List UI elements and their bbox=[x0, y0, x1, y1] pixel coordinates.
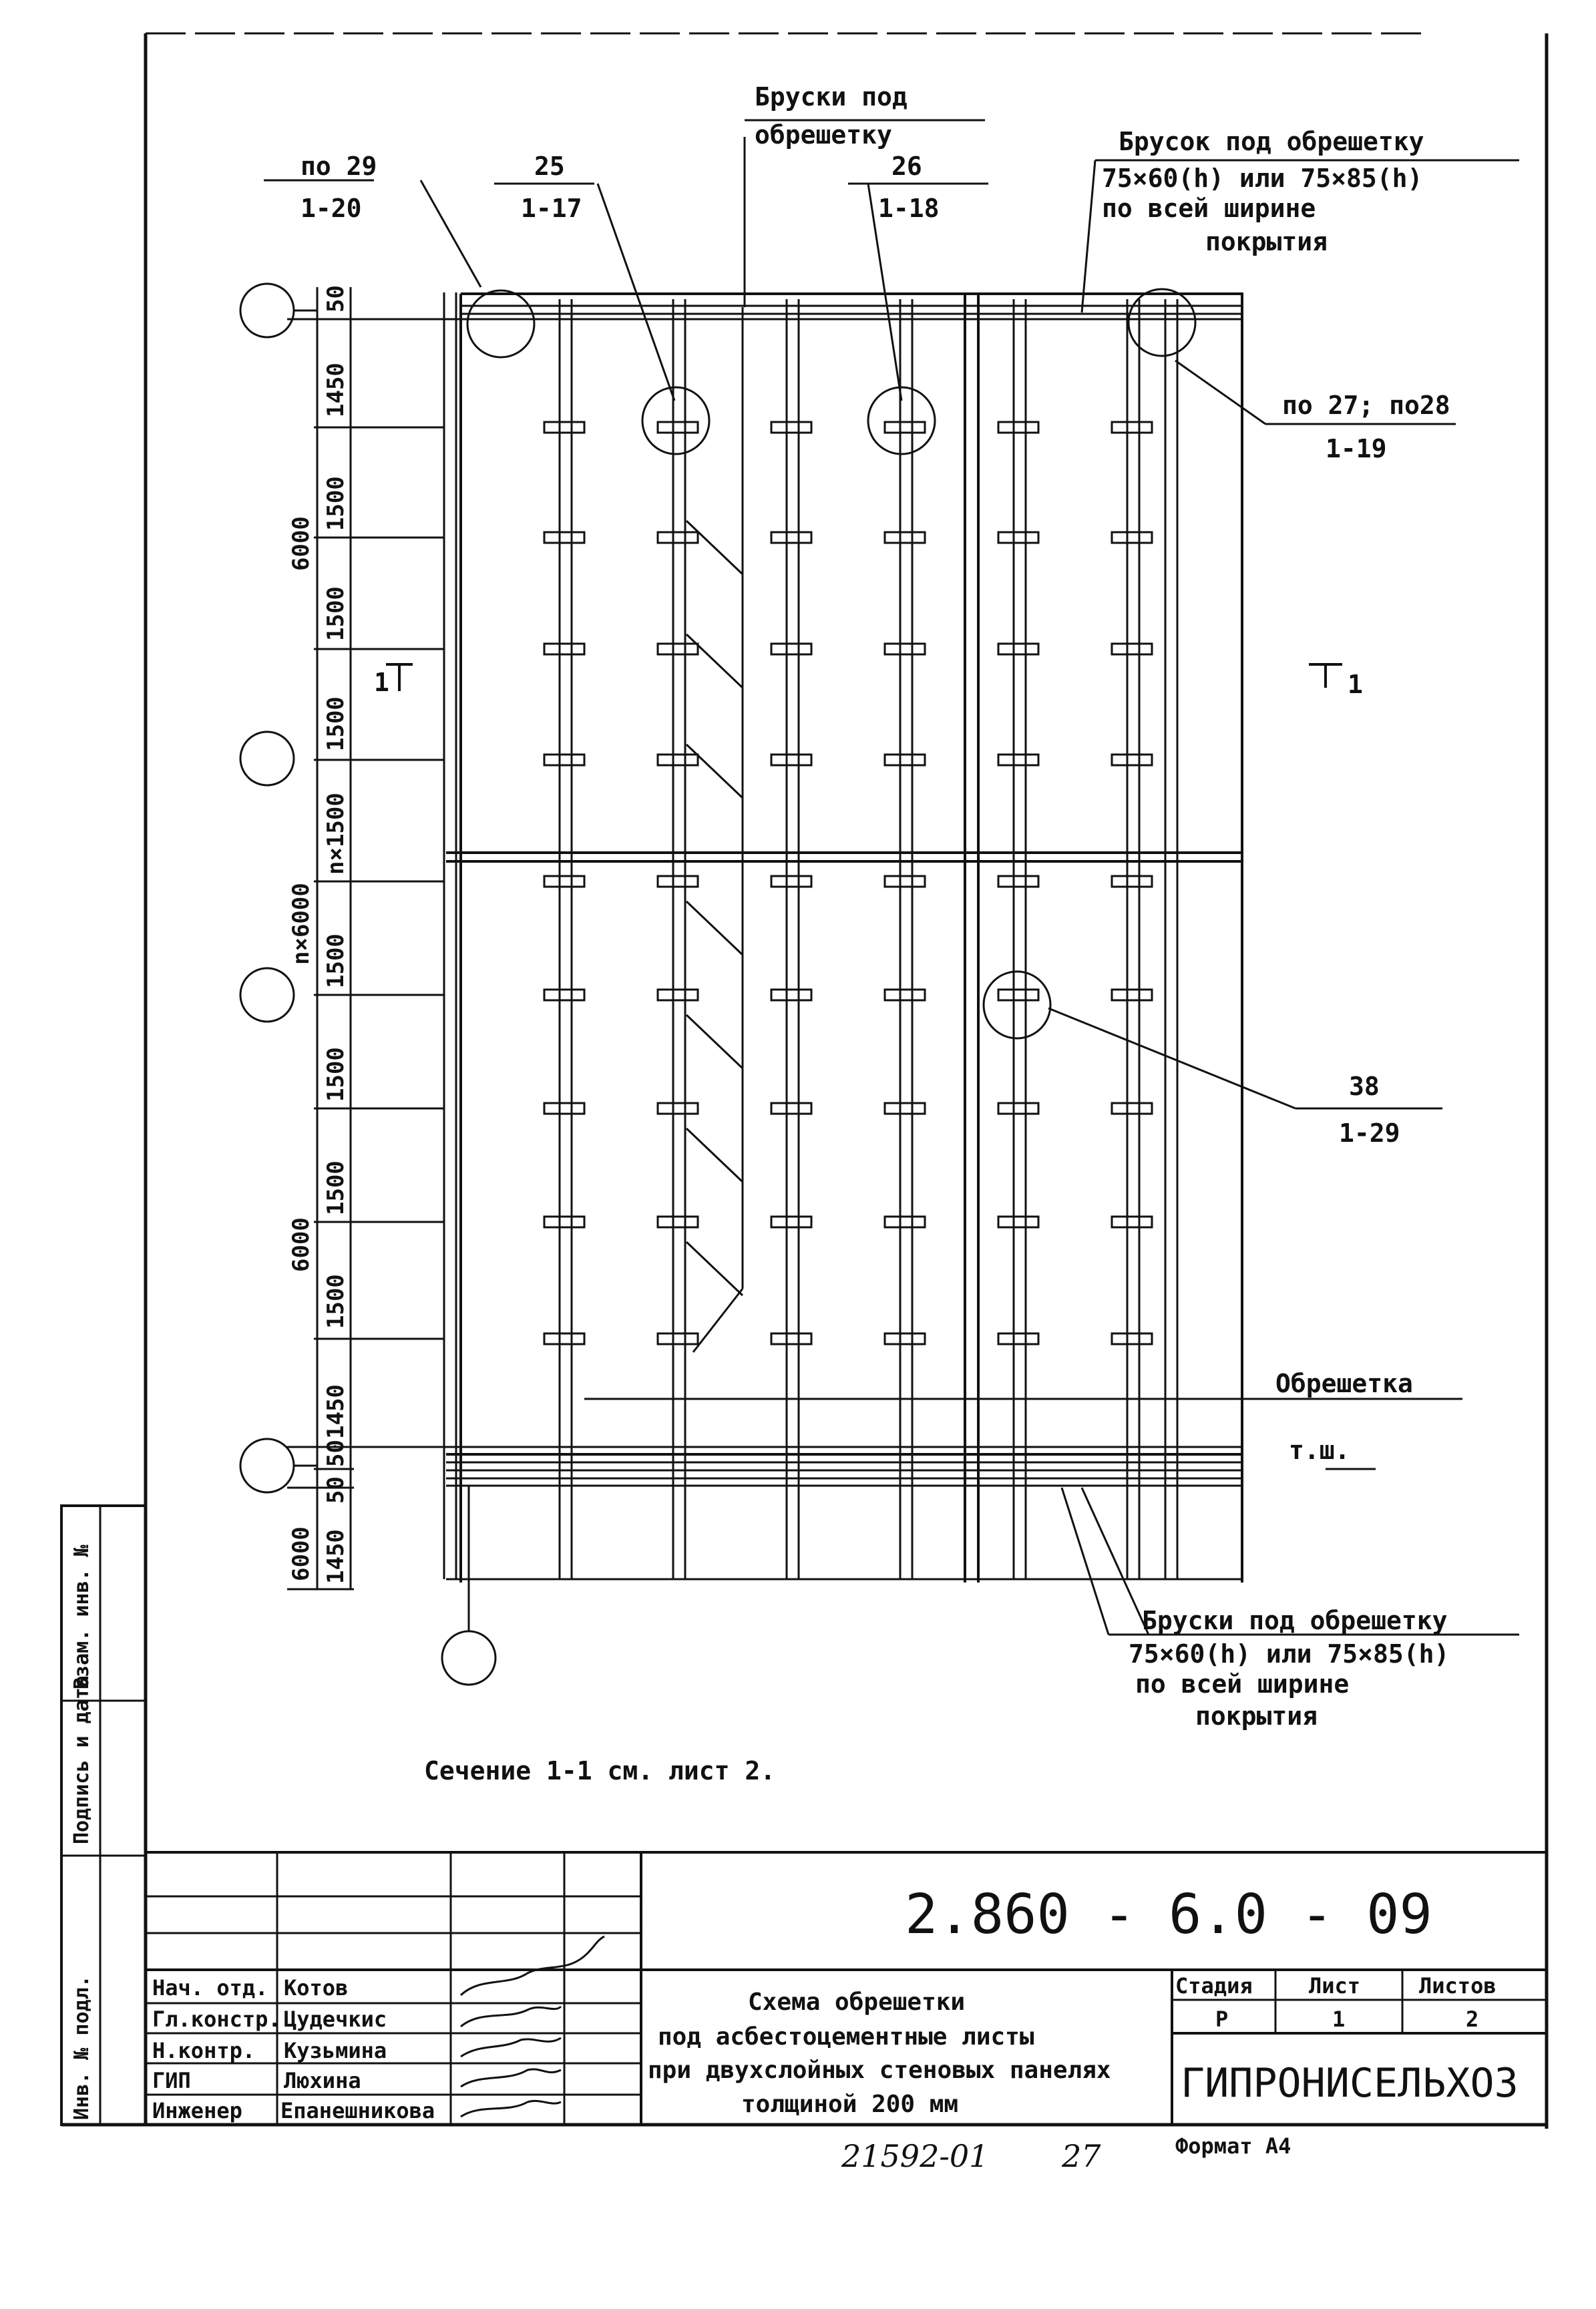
section-mark-left: 1 bbox=[374, 668, 389, 697]
bars-bottom-line2: 75×60(h) или 75×85(h) bbox=[1129, 1639, 1450, 1669]
lathing-clip bbox=[544, 1333, 584, 1344]
diagonal-bracing bbox=[686, 307, 743, 1352]
dim-6000-mid: 6000 bbox=[288, 1217, 315, 1272]
footer bbox=[841, 2133, 1291, 2174]
bar-top-line2: 75×60(h) или 75×85(h) bbox=[1102, 164, 1423, 193]
lathing-clip bbox=[771, 1333, 811, 1344]
dim-50-top: 50 bbox=[323, 285, 349, 312]
callout-26-sheet: 1-18 bbox=[878, 194, 940, 223]
organization: ГИПРОНИСЕЛЬХОЗ bbox=[1181, 2060, 1519, 2107]
lathing-clip bbox=[658, 422, 698, 433]
leader-lines bbox=[264, 120, 1519, 1635]
axis-circle bbox=[240, 968, 294, 1022]
lathing-clip bbox=[998, 990, 1038, 1000]
bars-label-line1: Бруски под bbox=[755, 82, 908, 112]
dim-1500-4: 1500 bbox=[323, 933, 349, 988]
lathing-clip bbox=[771, 644, 811, 654]
lathing-clip bbox=[1112, 422, 1152, 433]
role-2: Гл.констр. bbox=[152, 2007, 281, 2032]
bars-bottom-line1: Бруски под обрешетку bbox=[1142, 1606, 1448, 1635]
lathing-clip bbox=[1112, 532, 1152, 543]
dim-1500-2: 1500 bbox=[323, 586, 349, 641]
lathing-clip bbox=[1112, 876, 1152, 887]
section-note: Сечение 1-1 см. лист 2. bbox=[424, 1756, 776, 1786]
archive-number: 21592-01 bbox=[841, 2138, 989, 2174]
dim-n1500: n×1500 bbox=[323, 793, 349, 875]
stage-label: Стадия bbox=[1175, 1973, 1253, 1999]
lathing-clip bbox=[1112, 1333, 1152, 1344]
dim-1450-top: 1450 bbox=[323, 363, 349, 417]
sheets-label: Листов bbox=[1419, 1973, 1497, 1999]
name-2: Цудечкис bbox=[284, 2007, 387, 2032]
lathing-clip bbox=[771, 990, 811, 1000]
role-1: Нач. отд. bbox=[152, 1975, 268, 2001]
section-mark-right: 1 bbox=[1348, 670, 1363, 699]
callout-26-number: 26 bbox=[891, 152, 922, 181]
lathing-clip bbox=[658, 1217, 698, 1227]
lathing-clip bbox=[885, 1333, 925, 1344]
lathing-clip bbox=[885, 532, 925, 543]
lathing-clip bbox=[771, 422, 811, 433]
name-5: Епанешникова bbox=[280, 2098, 435, 2123]
stamp-podpis: Подпись и дата bbox=[70, 1675, 93, 1844]
dimension-texts bbox=[288, 285, 349, 1584]
callout-38-number: 38 bbox=[1349, 1072, 1380, 1101]
lathing-clip bbox=[998, 644, 1038, 654]
bar-top-line1: Брусок под обрешетку bbox=[1119, 127, 1424, 156]
tsh-label: т.ш. bbox=[1289, 1436, 1350, 1465]
name-4: Люхина bbox=[284, 2068, 361, 2093]
lathing-clips bbox=[354, 422, 1152, 1344]
bars-label-line2: обрешетку bbox=[755, 120, 892, 150]
stamp-vzam: Взам. инв. № bbox=[70, 1544, 93, 1689]
dim-1500-6: 1500 bbox=[323, 1161, 349, 1215]
title-block bbox=[146, 1852, 1547, 2125]
bars-bottom-line4: покрытия bbox=[1195, 1701, 1318, 1731]
name-3: Кузьмина bbox=[284, 2038, 387, 2063]
lathing-clip bbox=[658, 990, 698, 1000]
stamp-inv-podl: Инв. № подл. bbox=[70, 1975, 93, 2120]
lathing-clip bbox=[885, 644, 925, 654]
callout-25-sheet: 1-17 bbox=[521, 194, 582, 223]
grid-axes bbox=[240, 284, 495, 1685]
lathing-clip bbox=[885, 1103, 925, 1114]
purlins bbox=[444, 292, 1242, 1583]
dim-1450-mid: 1450 bbox=[323, 1384, 349, 1439]
dim-50-a: 50 bbox=[323, 1440, 349, 1467]
lathing-clip bbox=[1112, 755, 1152, 765]
lathing-clip bbox=[544, 532, 584, 543]
lathing-clip bbox=[771, 1217, 811, 1227]
axis-circle bbox=[442, 1631, 495, 1685]
lathing-clip bbox=[998, 876, 1038, 887]
callout-27-sheet: 1-19 bbox=[1326, 434, 1387, 463]
title-line-3: при двухслойных стеновых панелях bbox=[648, 2057, 1111, 2084]
dim-1500-7: 1500 bbox=[323, 1274, 349, 1329]
title-line-1: Схема обрешетки bbox=[748, 1988, 966, 2016]
lathing-clip bbox=[544, 876, 584, 887]
lathing-clip bbox=[998, 422, 1038, 433]
stage-value: Р bbox=[1215, 2007, 1229, 2032]
role-4: ГИП bbox=[152, 2068, 191, 2093]
lathing-clip bbox=[544, 644, 584, 654]
callout-29-number: по 29 bbox=[301, 152, 377, 181]
lathing-clip bbox=[998, 532, 1038, 543]
lathing-clip bbox=[544, 422, 584, 433]
role-5: Инженер bbox=[152, 2098, 242, 2123]
lathing-clip bbox=[1112, 644, 1152, 654]
lathing-clip bbox=[771, 532, 811, 543]
doc-code: 2.860 - 6.0 - 09 bbox=[905, 1883, 1432, 1946]
lathing-clip bbox=[771, 876, 811, 887]
lathing-clip bbox=[998, 1217, 1038, 1227]
lathing-clip bbox=[885, 1217, 925, 1227]
lathing-clip bbox=[658, 1103, 698, 1114]
sheet-label: Лист bbox=[1309, 1973, 1361, 1999]
lathing-clip bbox=[658, 644, 698, 654]
bar-top-line3: по всей ширине bbox=[1102, 194, 1316, 223]
callout-27-number: по 27; по28 bbox=[1282, 391, 1450, 420]
lathing-clip bbox=[658, 876, 698, 887]
dim-1500-1: 1500 bbox=[323, 476, 349, 531]
dim-1500-5: 1500 bbox=[323, 1047, 349, 1102]
lathing-clip bbox=[885, 876, 925, 887]
middle-bar bbox=[446, 853, 1242, 861]
sheet-value: 1 bbox=[1332, 2007, 1346, 2032]
callouts bbox=[301, 82, 1450, 1731]
axis-circle bbox=[240, 284, 294, 337]
lathing-clip bbox=[1112, 1103, 1152, 1114]
dim-6000-top: 6000 bbox=[288, 516, 315, 571]
lathing-clip bbox=[771, 1103, 811, 1114]
lathing-clip bbox=[658, 1333, 698, 1344]
signatures bbox=[461, 1936, 604, 2117]
lathing-clip bbox=[544, 1217, 584, 1227]
lathing-clip bbox=[998, 755, 1038, 765]
lathing-clip bbox=[544, 1103, 584, 1114]
dim-n6000: n×6000 bbox=[288, 883, 315, 965]
lathing-clip bbox=[885, 422, 925, 433]
lathing-clip bbox=[658, 532, 698, 543]
lathing-clip bbox=[771, 755, 811, 765]
lathing-clip bbox=[885, 755, 925, 765]
lathing-clip bbox=[1112, 1217, 1152, 1227]
sheets-value: 2 bbox=[1466, 2007, 1479, 2032]
lathing-clip bbox=[998, 1103, 1038, 1114]
dim-1500-3: 1500 bbox=[323, 696, 349, 751]
axis-circle bbox=[240, 732, 294, 785]
section-marks bbox=[374, 664, 1363, 699]
title-line-4: толщиной 200 мм bbox=[741, 2091, 959, 2118]
lathing-label: Обрешетка bbox=[1275, 1369, 1413, 1398]
sheet-frame bbox=[61, 33, 1547, 2129]
callout-25-number: 25 bbox=[534, 152, 565, 181]
dim-50-b: 50 bbox=[323, 1476, 349, 1504]
lathing-clip bbox=[544, 755, 584, 765]
callout-29-sheet: 1-20 bbox=[301, 194, 362, 223]
lathing-clip bbox=[1112, 990, 1152, 1000]
bar-top-line4: покрытия bbox=[1205, 227, 1328, 256]
lathing-clip bbox=[885, 990, 925, 1000]
axis-circle bbox=[240, 1439, 294, 1492]
lathing-clip bbox=[658, 755, 698, 765]
side-stamp bbox=[61, 1506, 146, 2125]
role-3: Н.контр. bbox=[152, 2038, 256, 2063]
title-line-2: под асбестоцементные листы bbox=[658, 2023, 1034, 2051]
callout-38-sheet: 1-29 bbox=[1339, 1118, 1400, 1148]
lathing-clip bbox=[544, 990, 584, 1000]
bars-bottom-line3: по всей ширине bbox=[1135, 1669, 1350, 1699]
format-label: Формат А4 bbox=[1175, 2133, 1291, 2159]
archive-page: 27 bbox=[1062, 2138, 1101, 2174]
dim-1450-bottom: 1450 bbox=[323, 1529, 349, 1584]
lathing-clip bbox=[998, 1333, 1038, 1344]
name-1: Котов bbox=[284, 1975, 349, 2001]
dim-6000-bottom: 6000 bbox=[288, 1526, 315, 1581]
